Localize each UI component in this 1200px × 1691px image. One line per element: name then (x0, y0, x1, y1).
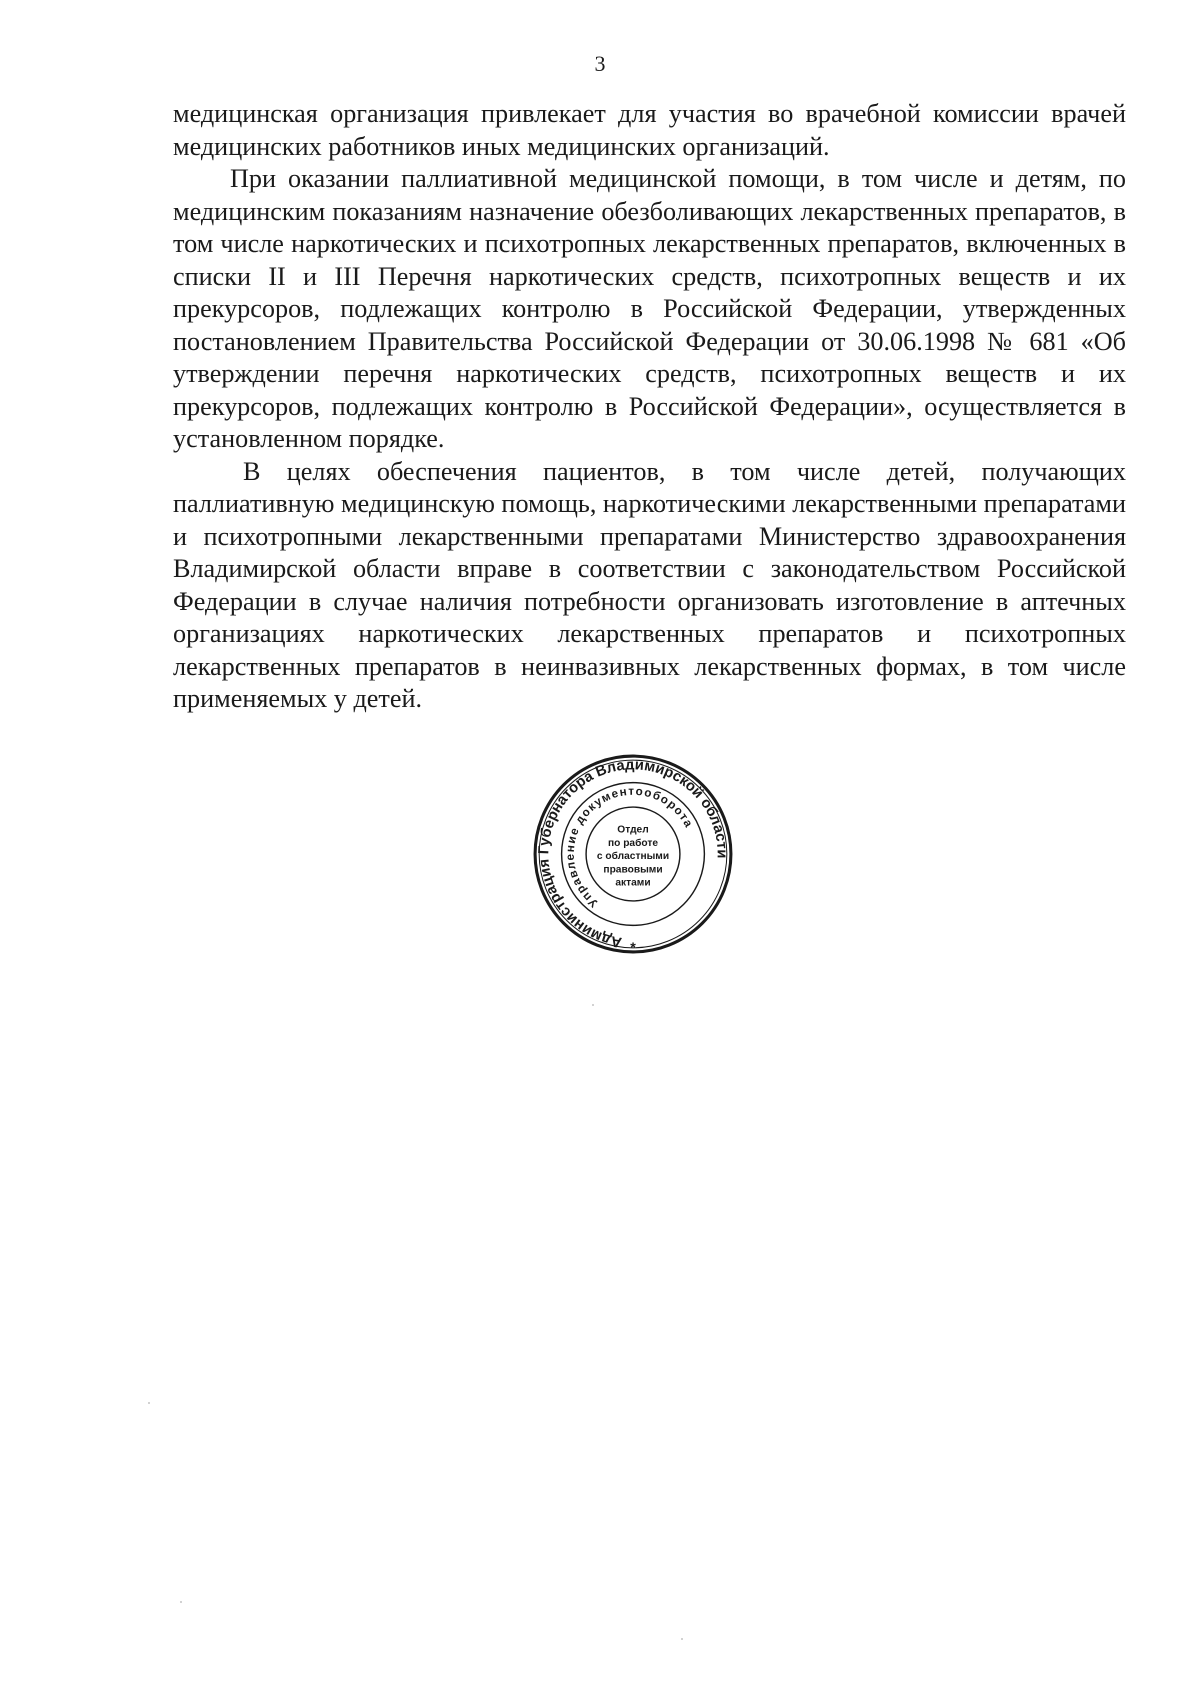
scan-speck (180, 1601, 182, 1603)
seal-center-line-3: с областными (596, 851, 670, 863)
scan-speck (681, 1638, 683, 1640)
seal-center-line-2: по работе (607, 837, 659, 849)
seal-center-line-1: Отдел (617, 824, 649, 836)
seal-center-line-5: актами (615, 877, 651, 889)
page-number: 3 (594, 51, 606, 76)
scan-speck (592, 1004, 594, 1006)
official-seal (531, 752, 735, 956)
seal-star-icon: * (630, 939, 636, 956)
seal-center-line-4: правовыми (603, 864, 663, 876)
seal-stamp-graphic (531, 752, 735, 956)
paragraph-palliative-care: При оказании паллиативной медицинской помощи, в том числе и детям, по медицинским показаниям назначение обезболивающих лекарственных препаратов, в том числе наркотических и психотропных лекарственных препаратов, включенных в списки II и III Перечня наркотических средств, психотропных веществ и их прекурсоров, подлежащих контролю в Российской Федерации, утвержденных постановлением Правительства Российской Федерации от 30.06.1998 № 681 «Об утверждении перечня наркотических средств, психотропных веществ и их прекурсоров, подлежащих контролю в Российской Федерации», осуществляется в установленном порядке. (173, 164, 1126, 453)
seal-inner-ring-text: Управление документооборота (563, 784, 696, 910)
document-body (173, 98, 1126, 716)
paragraph-provision: В целях обеспечения пациентов, в том числе детей, получающих паллиативную медицинскую помощь, наркотическими лекарственными препаратами и психотропными лекарственными препаратами Министерство здравоохранения Владимирской области вправе в соответствии с законодательством Российской Федерации в случае наличия потребности организовать изготовление в аптечных организациях наркотических лекарственных препаратов и психотропных лекарственных препаратов в неинвазивных лекарственных формах, в том числе применяемых у детей. (173, 456, 1126, 713)
scan-speck (148, 1402, 150, 1404)
seal-outer-ring-text: Администрация Губернатора Владимирской области (536, 757, 730, 950)
paragraph-continuation: медицинская организация привлекает для участия во врачебной комиссии врачей медицинских работников иных медицинских организаций. (173, 99, 1126, 161)
